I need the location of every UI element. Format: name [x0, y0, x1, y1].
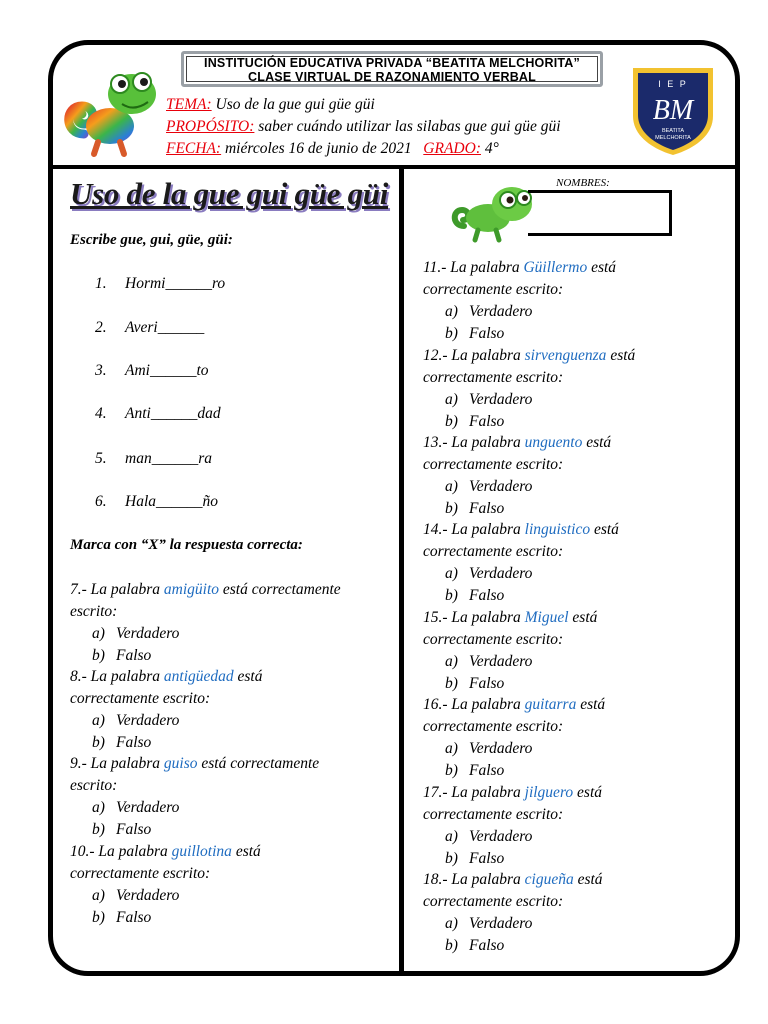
question-8: 8.- La palabra antigüedad está correctamente escrito: a) Verdadero b) Falso: [70, 666, 262, 754]
svg-text:BEATITA: BEATITA: [661, 128, 685, 134]
question-12: 12.- La palabra sirvenguenza está correctamente escrito: a) Verdadero b) Falso: [423, 345, 635, 433]
fecha-line: FECHA: miércoles 16 de junio de 2021 GRADO: 4°: [166, 140, 499, 157]
column-divider: [399, 167, 404, 973]
option-verdadero[interactable]: a) Verdadero: [445, 565, 533, 582]
svg-text:BM: BM: [652, 95, 694, 126]
option-falso[interactable]: b) Falso: [445, 500, 505, 517]
option-falso[interactable]: b) Falso: [445, 675, 505, 692]
question-16: 16.- La palabra guitarra está correctamente escrito: a) Verdadero b) Falso: [423, 694, 605, 782]
option-verdadero[interactable]: a) Verdadero: [92, 712, 180, 729]
option-falso[interactable]: b) Falso: [445, 413, 505, 430]
fill-item: 5. man______ra: [95, 450, 212, 467]
option-verdadero[interactable]: a) Verdadero: [445, 740, 533, 757]
nombres-field[interactable]: [528, 190, 672, 236]
question-13: 13.- La palabra unguento está correctamente escrito: a) Verdadero b) Falso: [423, 432, 611, 520]
worksheet-title: Uso de la gue gui güe güi: [70, 176, 389, 211]
question-17: 17.- La palabra jilguero está correctamente escrito: a) Verdadero b) Falso: [423, 782, 602, 870]
instruction-fill: Escribe gue, gui, güe, güi:: [70, 232, 233, 248]
question-7: 7.- La palabra amigüito está correctamente escrito: a) Verdadero b) Falso: [70, 579, 341, 667]
fill-item: 1. Hormi______ro: [95, 275, 226, 292]
nombres-label: NOMBRES:: [556, 177, 610, 189]
option-verdadero[interactable]: a) Verdadero: [445, 391, 533, 408]
question-14: 14.- La palabra linguistico está correctamente escrito: a) Verdadero b) Falso: [423, 519, 619, 607]
option-verdadero[interactable]: a) Verdadero: [445, 828, 533, 845]
class-name: CLASE VIRTUAL DE RAZONAMIENTO VERBAL: [248, 70, 536, 84]
option-verdadero[interactable]: a) Verdadero: [445, 915, 533, 932]
school-crest-icon: [628, 64, 718, 156]
institution-banner: [181, 51, 603, 87]
question-15: 15.- La palabra Miguel está correctamente escrito: a) Verdadero b) Falso: [423, 607, 597, 695]
option-verdadero[interactable]: a) Verdadero: [445, 303, 533, 320]
option-falso[interactable]: b) Falso: [92, 734, 152, 751]
institution-name: INSTITUCIÓN EDUCATIVA PRIVADA “BEATITA MELCHORITA”: [204, 56, 580, 70]
option-falso[interactable]: b) Falso: [445, 850, 505, 867]
question-9: 9.- La palabra guiso está correctamente escrito: a) Verdadero b) Falso: [70, 753, 319, 841]
fill-item: 4. Anti______dad: [95, 405, 221, 422]
header-divider: [50, 165, 738, 169]
option-verdadero[interactable]: a) Verdadero: [92, 799, 180, 816]
question-11: 11.- La palabra Güillermo está correctamente escrito: a) Verdadero b) Falso: [423, 257, 616, 345]
option-falso[interactable]: b) Falso: [92, 647, 152, 664]
svg-text:I E P: I E P: [658, 79, 688, 89]
chameleon-icon: [450, 176, 540, 246]
option-verdadero[interactable]: a) Verdadero: [92, 887, 180, 904]
option-falso[interactable]: b) Falso: [92, 909, 152, 926]
option-verdadero[interactable]: a) Verdadero: [92, 625, 180, 642]
question-18: 18.- La palabra cigueña está correctamente escrito: a) Verdadero b) Falso: [423, 869, 603, 957]
instruction-mark: Marca con “X” la respuesta correcta:: [70, 537, 303, 553]
option-falso[interactable]: b) Falso: [445, 937, 505, 954]
option-falso[interactable]: b) Falso: [92, 821, 152, 838]
fill-item: 3. Ami______to: [95, 362, 209, 379]
option-falso[interactable]: b) Falso: [445, 587, 505, 604]
question-10: 10.- La palabra guillotina está correctamente escrito: a) Verdadero b) Falso: [70, 841, 261, 929]
chameleon-logo-icon: [62, 56, 162, 160]
option-falso[interactable]: b) Falso: [445, 762, 505, 779]
option-verdadero[interactable]: a) Verdadero: [445, 478, 533, 495]
option-verdadero[interactable]: a) Verdadero: [445, 653, 533, 670]
fill-item: 2. Averi______: [95, 319, 205, 336]
proposito-line: PROPÓSITO: saber cuándo utilizar las silabas gue gui güe güi: [166, 118, 561, 135]
fill-item: 6. Hala______ño: [95, 493, 218, 510]
svg-text:MELCHORITA: MELCHORITA: [655, 135, 691, 141]
tema-line: TEMA: Uso de la gue gui güe güi: [166, 96, 375, 113]
option-falso[interactable]: b) Falso: [445, 325, 505, 342]
